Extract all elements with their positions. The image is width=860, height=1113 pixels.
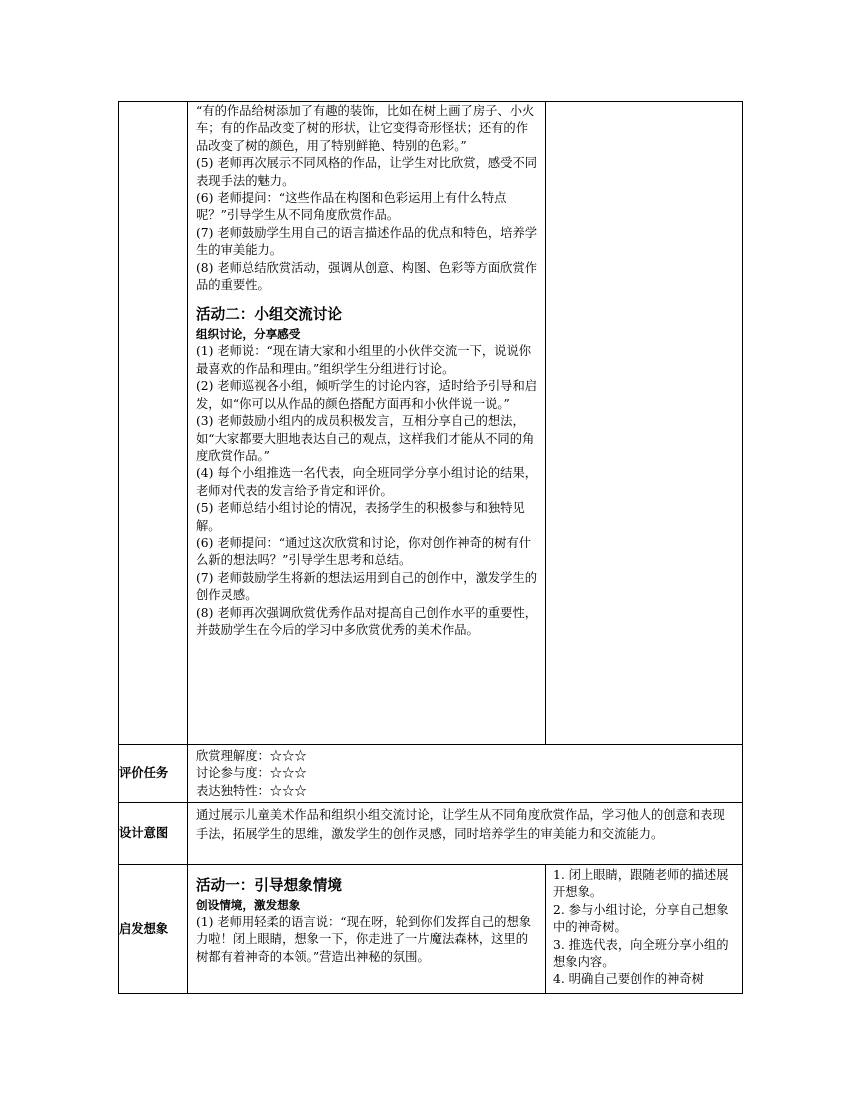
paragraph: (6) 老师提问：“这些作品在构图和色彩运用上有什么特点呢？”引导学生从不同角度欣赏作品。 — [196, 191, 507, 223]
evaluation-content — [188, 745, 743, 803]
list-item: (5) 老师总结小组讨论的情况，表扬学生的积极参与和独特见解。 — [196, 501, 525, 533]
lesson-plan-table — [118, 101, 743, 994]
inspire-row — [119, 865, 743, 994]
list-item: (1) 老师用轻柔的语言说：“现在呀，轮到你们发挥自己的想象力啦！闭上眼睛，想象一下，你走进了一片魔法森林，这里的树都有着神奇的本领。”营造出神秘的氛围。 — [196, 915, 532, 964]
student-item: 3. 推选代表，向全班分享小组的想象内容。 — [553, 937, 729, 970]
design-intent-text: 通过展示儿童美术作品和组织小组交流讨论，让学生从不同角度欣赏作品，学习他人的创意和表现手法，拓展学生的思维，激发学生的创作灵感，同时培养学生的审美能力和交流能力。 — [196, 808, 725, 841]
evaluation-line: 讨论参与度：☆☆☆ — [196, 766, 307, 781]
evaluation-row — [119, 745, 743, 803]
student-item: 4. 明确自己要创作的神奇树 — [553, 972, 704, 987]
teacher-activity-cell — [188, 102, 546, 745]
list-item: (1) 老师说：“现在请大家和小组里的小伙伴交流一下，说说你最喜欢的作品和理由。”组织学生分组进行讨论。 — [196, 344, 532, 376]
inspire-label: 启发想象 — [119, 865, 188, 994]
evaluation-line: 表达独特性：☆☆☆ — [196, 783, 307, 798]
student-item: 1. 闭上眼睛，跟随老师的描述展开想象。 — [553, 868, 729, 900]
evaluation-line: 欣赏理解度：☆☆☆ — [196, 749, 307, 763]
design-intent-row — [119, 803, 743, 865]
activity-two-subtitle: 组织讨论，分享感受 — [196, 327, 301, 342]
row-label-empty — [119, 102, 188, 745]
evaluation-label: 评价任务 — [119, 745, 188, 803]
student-item: 2. 参与小组讨论，分享自己想象中的神奇树。 — [553, 902, 729, 935]
inspire-teacher-cell — [188, 865, 546, 994]
list-item: (2) 老师巡视各小组，倾听学生的讨论内容，适时给予引导和启发，如“你可以从作品的颜色搭配方面再和小伙伴说一说。” — [196, 379, 538, 411]
paragraph: (7) 老师鼓励学生用自己的语言描述作品的优点和特色，培养学生的审美能力。 — [196, 225, 538, 258]
activity-row — [119, 102, 743, 745]
list-item: (7) 老师鼓励学生将新的想法运用到自己的创作中，激发学生的创作灵感。 — [196, 570, 538, 603]
list-item: (4) 每个小组推选一名代表，向全班同学分享小组讨论的结果，老师对代表的发言给予肯定和评价。 — [196, 466, 538, 498]
design-intent-content — [188, 803, 743, 865]
student-activity-cell-empty — [546, 102, 743, 745]
paragraph: “有的作品给树添加了有趣的装饰，比如在树上画了房子、小火车；有的作品改变了树的形状，让它变得奇形怪状；还有的作品改变了树的颜色，用了特别鲜艳、特别的色彩。” — [196, 104, 535, 153]
inspire-student-cell — [546, 865, 743, 994]
list-item: (6) 老师提问：“通过这次欣赏和讨论，你对创作神奇的树有什么新的想法吗？”引导学生思考和总结。 — [196, 535, 532, 568]
activity-two-title: 活动二：小组交流讨论 — [196, 306, 342, 324]
paragraph: (8) 老师总结欣赏活动，强调从创意、构图、色彩等方面欣赏作品的重要性。 — [196, 260, 538, 293]
activity-one-subtitle: 创设情境，激发想象 — [196, 898, 301, 912]
list-item: (3) 老师鼓励小组内的成员积极发言，互相分享自己的想法，如“大家都要大胆地表达自己的观点，这样我们才能从不同的角度欣赏作品。” — [196, 414, 535, 463]
paragraph: (5) 老师再次展示不同风格的作品，让学生对比欣赏，感受不同表现手法的魅力。 — [196, 156, 538, 188]
list-item: (8) 老师再次强调欣赏优秀作品对提高自己创作水平的重要性，并鼓励学生在今后的学习中多欣赏优秀的美术作品。 — [196, 605, 538, 637]
activity-one-title: 活动一：引导想象情境 — [196, 877, 342, 894]
design-intent-label: 设计意图 — [119, 803, 188, 865]
